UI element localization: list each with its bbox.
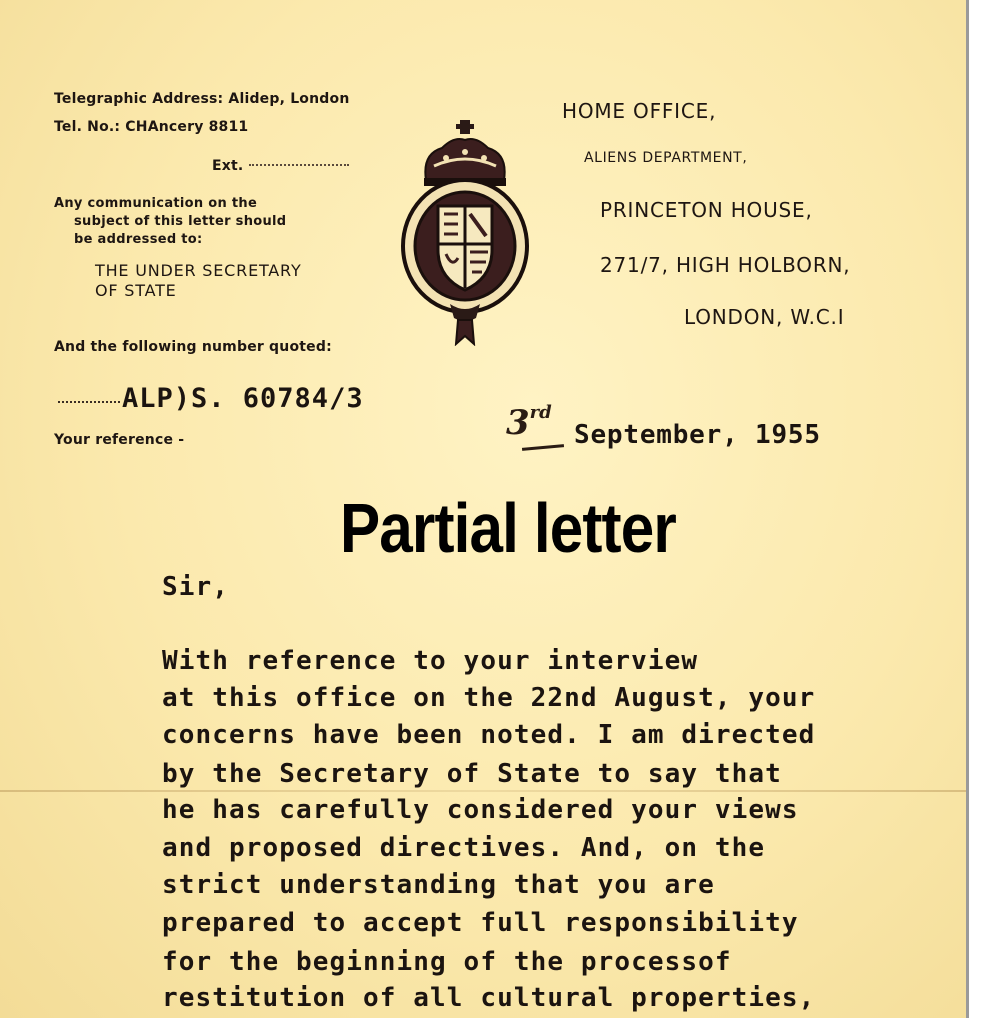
body-line-3: concerns have been noted. I am directed bbox=[162, 720, 816, 750]
extension-line bbox=[212, 158, 349, 174]
your-reference-label: Your reference - bbox=[54, 432, 185, 448]
date-day bbox=[506, 402, 552, 443]
page-edge bbox=[966, 0, 969, 1018]
reference-dots bbox=[58, 401, 120, 403]
date-underline bbox=[522, 444, 564, 451]
telegraphic-address: Telegraphic Address: Alidep, London bbox=[54, 91, 350, 107]
under-secretary-line-2: OF STATE bbox=[95, 281, 177, 300]
extension-label: Ext. bbox=[212, 158, 244, 174]
communication-line-2: subject of this letter should bbox=[74, 214, 287, 229]
body-line-8: prepared to accept full responsibility bbox=[162, 908, 799, 938]
communication-line-1: Any communication on the bbox=[54, 196, 258, 211]
communication-line-3: be addressed to: bbox=[74, 232, 203, 247]
address-office: HOME OFFICE, bbox=[562, 99, 717, 123]
date-day-suffix: rd bbox=[529, 402, 552, 423]
body-line-1: With reference to your interview bbox=[162, 646, 699, 676]
body-line-5: he has carefully considered your views bbox=[162, 795, 799, 825]
salutation: Sir, bbox=[162, 572, 230, 602]
number-quoted-label: And the following number quoted: bbox=[54, 339, 332, 355]
address-city: LONDON, W.C.I bbox=[684, 305, 845, 329]
address-house: PRINCETON HOUSE, bbox=[600, 198, 813, 222]
reference-number-line bbox=[58, 383, 364, 414]
paper-fold-crease bbox=[0, 790, 968, 792]
body-line-2: at this office on the 22nd August, your bbox=[162, 683, 816, 713]
address-department: ALIENS DEPARTMENT, bbox=[584, 150, 748, 166]
overlay-caption: Partial letter bbox=[340, 489, 676, 567]
extension-blank bbox=[249, 164, 349, 166]
address-street: 271/7, HIGH HOLBORN, bbox=[600, 253, 851, 277]
telephone-number: Tel. No.: CHAncery 8811 bbox=[54, 119, 249, 135]
body-line-6: and proposed directives. And, on the bbox=[162, 833, 766, 863]
body-line-10: restitution of all cultural properties, bbox=[162, 983, 816, 1013]
date-month-year: September, 1955 bbox=[574, 420, 821, 450]
under-secretary-line-1: THE UNDER SECRETARY bbox=[95, 261, 302, 280]
body-line-4: by the Secretary of State to say that bbox=[162, 759, 782, 789]
reference-number: ALP)S. 60784/3 bbox=[122, 383, 364, 414]
royal-coat-of-arms-icon bbox=[398, 118, 532, 346]
body-line-9: for the beginning of the processof bbox=[162, 947, 732, 977]
body-line-7: strict understanding that you are bbox=[162, 870, 715, 900]
date-day-number: 3 bbox=[506, 403, 530, 443]
